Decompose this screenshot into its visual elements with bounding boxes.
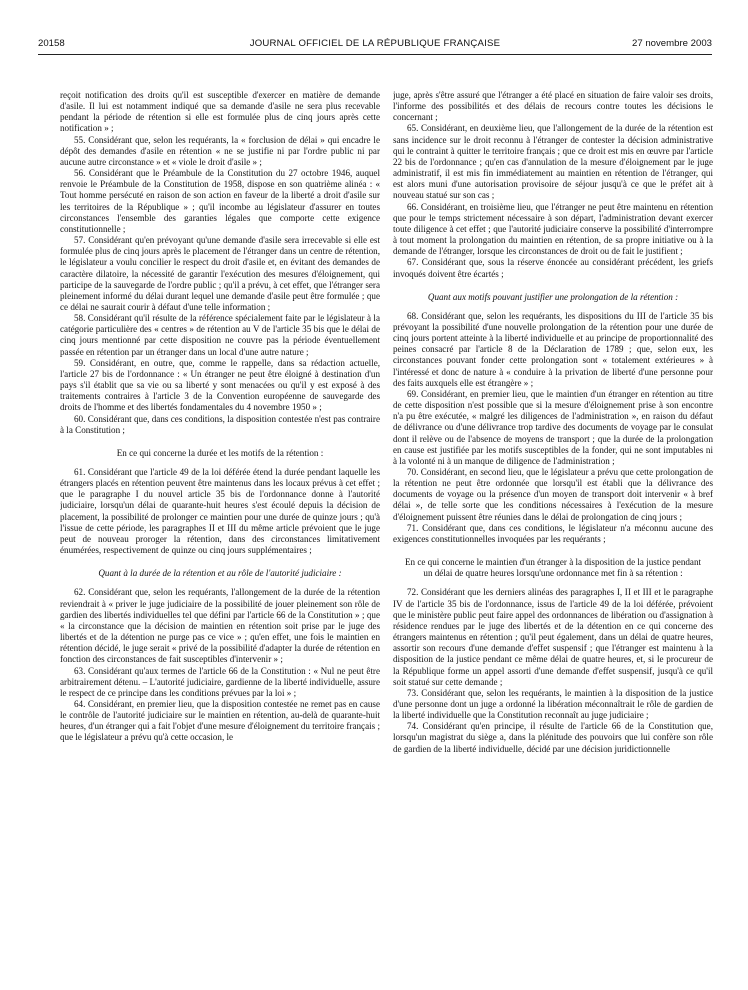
- page-header: [38, 38, 712, 54]
- subsection-heading: Quant aux motifs pouvant justifier une prolongation de la rétention :: [427, 291, 679, 302]
- paragraph: 60. Considérant que, dans ces conditions, la disposition contestée n'est pas contraire à la Constitution ;: [60, 413, 380, 435]
- section-heading: En ce qui concerne le maintien d'un étranger à la disposition de la justice pendant un délai de quatre heures lorsqu'une ordonnance met fin à sa rétention :: [404, 557, 702, 579]
- paragraph: 71. Considérant que, dans ces conditions, le législateur n'a méconnu aucune des exigences constitutionnelles invoquées par les requérants ;: [393, 522, 713, 544]
- paragraph: 59. Considérant, en outre, que, comme le rappelle, dans sa rédaction actuelle, l'article 27 bis de l'ordonnance : « Un étranger ne peut être éloigné à destination d'un pays s'il établit que sa vie ou sa liberté y sont menacées ou qu'il y est exposé à des traitements contraires à l'article 3 de la Convention européenne de sauvegarde des droits de l'homme et des libertés fondamentales du 4 novembre 1950 » ;: [60, 357, 380, 413]
- paragraph: 73. Considérant que, selon les requérants, le maintien à la disposition de la justice d'une personne dont un juge a ordonné la libération méconnaîtrait le rôle de gardien de la liberté individuelle que la Constitution reconnaît au juge judiciaire ;: [393, 687, 713, 721]
- paragraph: 62. Considérant que, selon les requérants, l'allongement de la durée de la rétention reviendrait à « priver le juge judiciaire de la possibilité de jouer pleinement son rôle de gardien des libertés individuelles tel que défini par l'article 66 de la Constitution » ; que « la circonstance que la décision de maintien en rétention soit prise par le juge des libertés et de la détention ne purge pas ce vice » ; qu'en effet, une fois le maintien en rétention décidé, le juge serait « privé de la possibilité d'adapter la durée de rétention en fonction des circonstances de fait susceptibles d'intervenir » ;: [60, 587, 380, 665]
- paragraph: 70. Considérant, en second lieu, que le législateur a prévu que cette prolongation de la rétention ne peut être ordonnée que lorsqu'il est établi que la délivrance des documents de voyage ou la présence d'un moyen de transport doit intervenir « à bref délai », de telle sorte que les conditions nécessaires à l'exécution de la mesure d'éloignement puissent être réunies dans le délai de prolongation de cinq jours ;: [393, 467, 713, 522]
- paragraph: reçoit notification des droits qu'il est susceptible d'exercer en matière de demande d'asile. Il lui est notamment indiqué que sa demande d'asile ne sera plus recevable pendant la période de rétention si elle est formulée plus de cinq jours après cette notification » ;: [60, 90, 380, 134]
- paragraph: 57. Considérant qu'en prévoyant qu'une demande d'asile sera irrecevable si elle est formulée plus de cinq jours après le placement de l'étranger dans un centre de rétention, le législateur a voulu concilier le respect du droit d'asile et, en évitant des demandes de caractère dilatoire, la nécessité de garantir l'exécution des mesures d'éloignement, qui participe de la sauvegarde de l'ordre public ; qu'il a prévu, à cet effet, que l'étranger sera pleinement informé du délai durant lequel une demande d'asile peut être formulée ; que ce délai ne saurait courir à défaut d'une telle information ;: [60, 235, 380, 312]
- paragraph: 74. Considérant qu'en principe, il résulte de l'article 66 de la Constitution que, lorsqu'un magistrat du siège a, dans la plénitude des pouvoirs que lui confère son rôle de gardien de la liberté individuelle, décidé par une décision juridictionnelle: [393, 721, 713, 754]
- paragraph: 56. Considérant que le Préambule de la Constitution du 27 octobre 1946, auquel renvoie le Préambule de la Constitution de 1958, dispose en son quatrième alinéa : « Tout homme persécuté en raison de son action en faveur de la liberté a droit d'asile sur les territoires de la République » ; qu'il incombe au législateur d'assurer en toutes circonstances l'ensemble des garanties légales que comporte cette exigence constitutionnelle ;: [60, 168, 380, 234]
- paragraph: juge, après s'être assuré que l'étranger a été placé en situation de faire valoir ses droits, l'informe des possibilités et des délais de recours contre toutes les décisions le concernant ;: [393, 90, 713, 123]
- left-column: [60, 90, 380, 968]
- paragraph: 61. Considérant que l'article 49 de la loi déférée étend la durée pendant laquelle les étrangers placés en rétention peuvent être maintenus dans les locaux prévus à cet effet ; que le paragraphe I du nouvel article 35 bis de l'ordonnance donne à l'autorité judiciaire, lorsqu'un délai de quarante-huit heures s'est écoulé depuis la décision de placement, la possibilité de prolonger ce maintien pour une durée de quinze jours ; qu'à l'issue de cette période, les paragraphes II et III du même article prévoient que le juge peut de nouveau proroger la rétention, dans des circonstances limitativement énumérées, respectivement de quinze ou cinq jours supplémentaires ;: [60, 467, 380, 556]
- paragraph: 68. Considérant que, selon les requérants, les dispositions du III de l'article 35 bis prévoyant la possibilité d'une nouvelle prolongation de la rétention pour une durée de cinq jours portent atteinte à la liberté individuelle et au principe de proportionnalité des peines consacré par l'article 8 de la Déclaration de 1789 ; que, selon eux, les circonstances pouvant fonder cette prolongation sont « totalement extérieures » à l'intéressé et donc de nature à « conduire à la privation de liberté d'une personne pour des faits auxquels elle est étrangère » ;: [393, 310, 713, 388]
- subsection-heading: Quant à la durée de la rétention et au rôle de l'autorité judiciaire :: [98, 568, 342, 579]
- paragraph: 58. Considérant qu'il résulte de la référence spécialement faite par le législateur à la catégorie particulière des « centres » de rétention au V de l'article 35 bis que le délai de cinq jours mentionné par cette disposition ne couvre pas la période éventuellement passée en rétention par un étranger dans un local d'une autre nature ;: [60, 313, 380, 357]
- section-heading: En ce qui concerne la durée et les motifs de la rétention :: [116, 447, 324, 458]
- paragraph: 66. Considérant, en troisième lieu, que l'étranger ne peut être maintenu en rétention que pour le temps strictement nécessaire à son départ, l'administration devant exercer toute diligence à cet effet ; que l'autorité judiciaire conserve la possibilité d'interrompre à tout moment la prolongation du maintien en rétention, de sa propre initiative ou à la demande de l'étranger, lorsque les circonstances de droit ou de fait le justifient ;: [393, 201, 713, 257]
- paragraph: 72. Considérant que les derniers alinéas des paragraphes I, II et III et le paragraphe IV de l'article 35 bis de l'ordonnance, issus de l'article 49 de la loi déférée, prévoient que le ministère public peut faire appel des ordonnances de libération ou d'assignation à résidence rendues par le juge des libertés et de la détention en ce qui concerne des étrangers maintenus en rétention ; qu'il peut également, dans un délai de quatre heures, assortir son recours d'une demande d'effet suspensif ; que l'étranger est maintenu à la disposition de la justice pendant ce même délai de quatre heures, et, si le procureur de la République forme un appel assorti d'une demande d'effet suspensif, jusqu'à ce qu'il soit statué sur cette demande ;: [393, 587, 713, 687]
- journal-title: JOURNAL OFFICIEL DE LA RÉPUBLIQUE FRANÇAISE: [249, 38, 501, 49]
- paragraph: 65. Considérant, en deuxième lieu, que l'allongement de la durée de la rétention est sans incidence sur le droit reconnu à l'étranger de contester la décision administrative qui le contraint à quitter le territoire français ; que ce droit est mis en œuvre par l'article 22 bis de l'ordonnance ; qu'en cas d'annulation de la mesure d'éloignement par le juge administratif, il est mis fin immédiatement au maintien en rétention de l'étranger, qui est alors muni d'une autorisation provisoire de séjour jusqu'à ce que le préfet ait à nouveau statué sur son cas ;: [393, 123, 713, 201]
- paragraph: 69. Considérant, en premier lieu, que le maintien d'un étranger en rétention au titre de cette disposition n'est possible que si la mesure d'éloignement prise à son encontre n'a pu être exécutée, « malgré les diligences de l'administration », en raison du défaut de délivrance ou d'une délivrance trop tardive des documents de voyage par le consulat dont il relève ou de l'absence de moyens de transport ; que la durée de la prolongation en cause est justifiée par les motifs susceptibles de la fonder, qui ne sont imputables ni à la volonté ni à un manque de diligence de l'administration ;: [393, 388, 713, 466]
- paragraph: 55. Considérant que, selon les requérants, la « forclusion de délai » qui encadre le dépôt des demandes d'asile en rétention « ne se justifie ni par l'ordre public ni par aucune autre circonstance » et « viole le droit d'asile » ;: [60, 134, 380, 167]
- paragraph: 63. Considérant qu'aux termes de l'article 66 de la Constitution : « Nul ne peut être arbitrairement détenu. – L'autorité judiciaire, gardienne de la liberté individuelle, assure le respect de ce principe dans les conditions prévues par la loi » ;: [60, 665, 380, 698]
- right-column: [393, 90, 713, 968]
- paragraph: 64. Considérant, en premier lieu, que la disposition contestée ne remet pas en cause le contrôle de l'autorité judiciaire sur le maintien en rétention, au-delà de quarante-huit heures, d'un étranger qui a fait l'objet d'une mesure d'éloignement du territoire français ; que le législateur a prévu qu'à cette occasion, le: [60, 698, 380, 743]
- paragraph: 67. Considérant que, sous la réserve énoncée au considérant précédent, les griefs invoqués doivent être écartés ;: [393, 257, 713, 279]
- header-rule: [38, 54, 712, 55]
- page-number: 20158: [38, 38, 65, 49]
- publication-date: 27 novembre 2003: [631, 38, 712, 49]
